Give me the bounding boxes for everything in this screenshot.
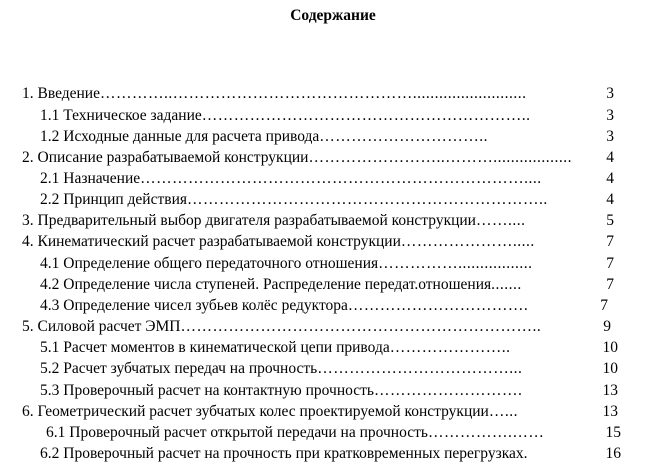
toc-entry-2-1	[40, 169, 614, 189]
toc-entry-5-2	[40, 359, 618, 379]
toc-entry-page: 7	[600, 297, 608, 314]
toc-entry-leader: …………………..	[389, 339, 511, 356]
toc-entry-label: 3. Предварительный выбор двигателя разрабатываемой конструкции	[22, 212, 476, 229]
toc-entry-label: 4.1 Определение общего передаточного отношения	[40, 255, 379, 272]
toc-entry-page: 7	[606, 233, 614, 250]
toc-title: Содержание	[290, 7, 376, 24]
toc-entry-page: 4	[606, 149, 614, 166]
toc-entry-leader: …………………………….	[347, 297, 529, 314]
toc-entry-label: 2.1 Назначение	[40, 170, 141, 187]
toc-entry-2-2	[40, 190, 614, 210]
toc-entry-page: 7	[606, 276, 614, 293]
toc-entry-label: 6.1 Проверочный расчет открытой передачи на прочность	[46, 424, 428, 441]
toc-entry-5-1	[40, 338, 618, 358]
toc-entry-label: 1.2 Исходные данные для расчета привода	[40, 128, 320, 145]
toc-entry-leader: ………………………………………………………………....	[140, 170, 542, 187]
toc-entry-4-2	[40, 275, 614, 295]
toc-entry-4	[22, 232, 614, 252]
toc-entry-label: 6.2 Проверочный расчет на прочность при кратковременных перегрузках.	[40, 445, 528, 462]
toc-entry-5-3	[40, 381, 618, 401]
toc-entry-leader: …………..………………………………………..........................	[99, 85, 527, 102]
toc-entry-leader: ………………………………...	[317, 360, 523, 377]
toc-entry-leader: ………………….....	[400, 233, 535, 250]
toc-entry-page: 13	[602, 382, 618, 399]
toc-entry-page: 3	[606, 107, 614, 124]
toc-entry-3	[22, 211, 614, 231]
toc-entry-page: 4	[606, 191, 614, 208]
toc-entry-leader: …………….……	[427, 424, 545, 441]
toc-entry-1-1	[40, 106, 614, 126]
toc-entry-label: 2. Описание разрабатываемой конструкции	[22, 149, 309, 166]
toc-entry-page: 10	[602, 339, 618, 356]
toc-entry-label: 4.3 Определение чисел зубьев колёс редуктора	[40, 297, 348, 314]
toc-entry-label: 1.1 Техническое задание	[40, 107, 202, 124]
toc-entry-label: 2.2 Принцип действия	[40, 191, 188, 208]
toc-entry-label: 5.3 Проверочный расчет на контактную прочность	[40, 382, 374, 399]
toc-entry-4-3	[40, 296, 608, 316]
toc-entry-label: 5.1 Расчет моментов в кинематической цепи привода	[40, 339, 390, 356]
toc-entry-page: 13	[602, 403, 618, 420]
toc-entry-6	[22, 402, 618, 422]
toc-entry-page: 4	[606, 170, 614, 187]
toc-entry-1	[22, 84, 614, 104]
toc-entry-page: 15	[605, 424, 621, 441]
toc-entry-page: 16	[605, 445, 621, 462]
toc-entry-label: 4.2 Определение числа ступеней. Распределение передат.отношения	[40, 276, 492, 293]
toc-entry-leader: …………………………………………………………..	[187, 191, 548, 208]
toc-entry-page: 10	[602, 360, 618, 377]
toc-entry-6-2	[40, 444, 621, 464]
toc-entry-leader: ……....	[475, 212, 526, 229]
toc-entry-page: 3	[606, 85, 614, 102]
toc-entry-2	[22, 148, 614, 168]
toc-entry-4-1	[40, 254, 614, 274]
toc-entry-page: 7	[606, 255, 614, 272]
toc-entry-leader: .......	[491, 276, 522, 293]
toc-entry-leader: …………………………..	[319, 128, 489, 145]
toc-entry-5	[22, 317, 611, 337]
toc-entry-6-1	[46, 423, 621, 443]
toc-entry-leader: ……………………………………………………..	[201, 107, 531, 124]
toc-entry-page: 9	[603, 318, 611, 335]
toc-entry-page: 5	[606, 212, 614, 229]
toc-entry-leader: …………………………………………………………..	[180, 318, 542, 335]
toc-entry-page: 3	[606, 128, 614, 145]
toc-entry-leader: …………….................	[378, 255, 533, 272]
toc-entry-leader: ……………………….	[373, 382, 523, 399]
toc-entry-1-2	[40, 127, 614, 147]
toc-entry-label: 5. Силовой расчет ЭМП	[22, 318, 181, 335]
toc-entry-label: 4. Кинематический расчет разрабатываемой конструкции	[22, 233, 401, 250]
toc-entry-leader: ……………………..………..................	[308, 149, 572, 166]
toc-entry-leader: …...	[488, 403, 518, 420]
toc-entry-label: 6. Геометрический расчет зубчатых колес проектируемой конструкции	[22, 403, 489, 420]
toc-entry-label: 1. Введение	[22, 85, 100, 102]
toc-entry-label: 5.2 Расчет зубчатых передач на прочность	[40, 360, 318, 377]
